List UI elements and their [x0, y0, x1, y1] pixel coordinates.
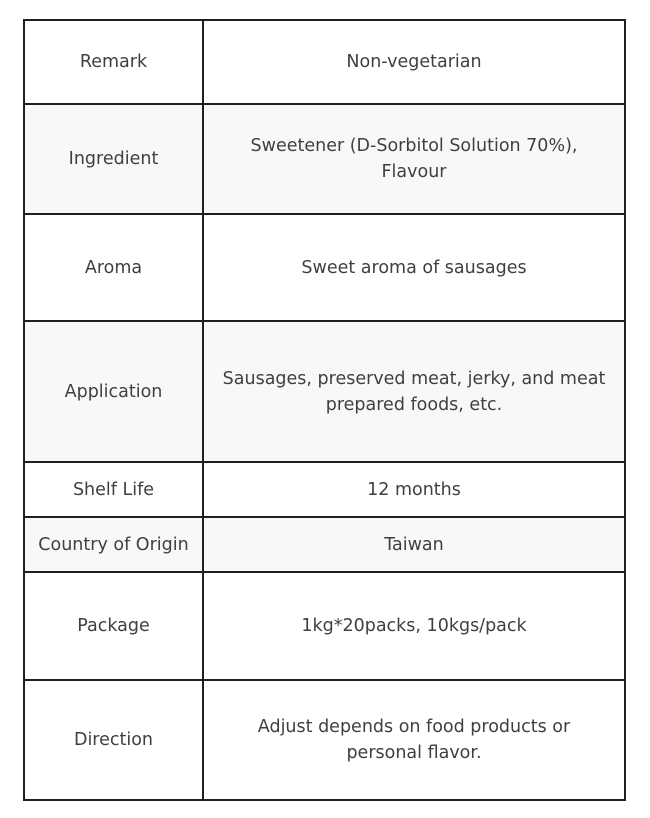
row-label: Shelf Life — [24, 462, 203, 517]
table-row-shelf-life — [24, 462, 625, 517]
product-spec-table — [23, 19, 626, 801]
row-value: 1kg*20packs, 10kgs/pack — [203, 572, 625, 680]
table-row-application — [24, 321, 625, 462]
table-row-aroma — [24, 214, 625, 321]
row-value: Adjust depends on food products or personal flavor. — [203, 680, 625, 800]
table-row-package — [24, 572, 625, 680]
row-value: Sweetener (D-Sorbitol Solution 70%), Flavour — [203, 104, 625, 214]
row-label: Package — [24, 572, 203, 680]
row-value: Sweet aroma of sausages — [203, 214, 625, 321]
row-value: Taiwan — [203, 517, 625, 572]
row-value: Non-vegetarian — [203, 20, 625, 104]
table-row-remark — [24, 20, 625, 104]
table-row-country-of-origin — [24, 517, 625, 572]
row-label: Application — [24, 321, 203, 462]
row-value: Sausages, preserved meat, jerky, and meat prepared foods, etc. — [203, 321, 625, 462]
row-label: Ingredient — [24, 104, 203, 214]
row-label: Aroma — [24, 214, 203, 321]
row-label: Remark — [24, 20, 203, 104]
table-row-ingredient — [24, 104, 625, 214]
row-value: 12 months — [203, 462, 625, 517]
row-label: Country of Origin — [24, 517, 203, 572]
row-label: Direction — [24, 680, 203, 800]
table-row-direction — [24, 680, 625, 800]
